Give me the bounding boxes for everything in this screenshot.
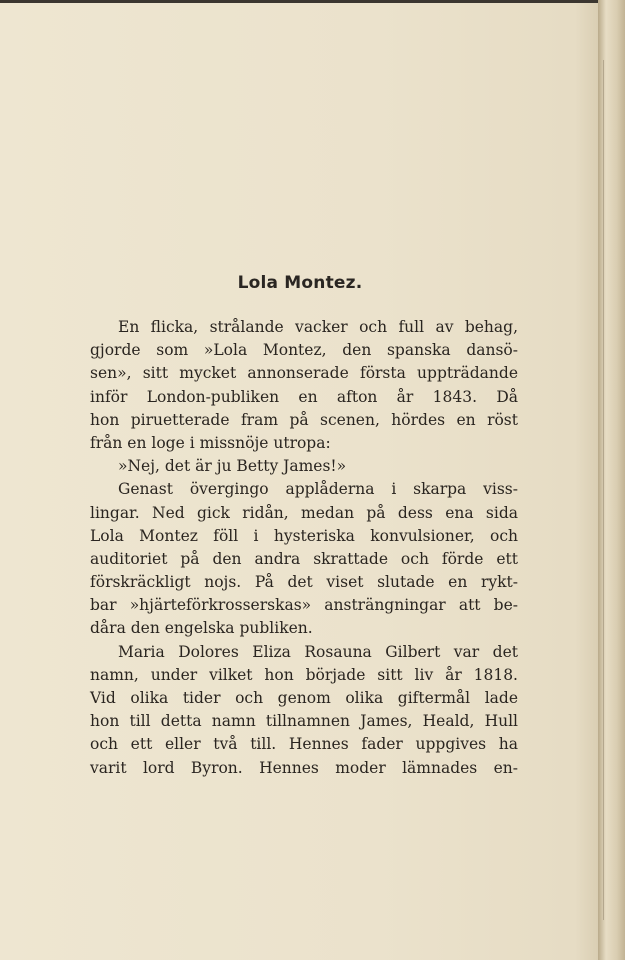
- text-line: namn, under vilket hon började sitt liv år 1818.: [90, 665, 518, 684]
- text-line: från en loge i missnöje utropa:: [90, 433, 331, 452]
- text-line: gjorde som »Lola Montez, den spanska dansö-: [90, 341, 518, 360]
- text-line: auditoriet på den andra skrattade och förde ett: [90, 549, 518, 568]
- text-line: Maria Dolores Eliza Rosauna Gilbert var det: [118, 642, 518, 661]
- text-line: förskräckligt nojs. På det viset slutade en rykt-: [90, 573, 518, 592]
- text-line: bar »hjärteförkrosserskas» ansträngningar att be-: [90, 596, 518, 615]
- body-text: [90, 316, 518, 780]
- text-line: Genast övergingo applåderna i skarpa viss-: [118, 480, 518, 499]
- chapter-title: Lola Montez.: [237, 273, 363, 293]
- text-line: dåra den engelska publiken.: [90, 619, 313, 638]
- text-line: inför London-publiken en afton år 1843. Då: [90, 387, 518, 406]
- text-line: varit lord Byron. Hennes moder lämnades en-: [90, 758, 518, 777]
- text-line: lingar. Ned gick ridån, medan på dess ena sida: [90, 503, 518, 522]
- page-top-edge: [0, 0, 600, 3]
- text-line: sen», sitt mycket annonserade första uppträdande: [90, 364, 518, 383]
- text-line: hon till detta namn tillnamnen James, Heald, Hull: [90, 712, 518, 731]
- spine-crease: [603, 60, 604, 920]
- text-line: En flicka, strålande vacker och full av behag,: [118, 318, 518, 336]
- text-line: hon piruetterade fram på scenen, hördes en röst: [90, 410, 518, 429]
- text-line: och ett eller två till. Hennes fader uppgives ha: [90, 735, 518, 754]
- text-line: Lola Montez föll i hysteriska konvulsioner, och: [90, 526, 518, 545]
- text-line: »Nej, det är ju Betty James!»: [118, 457, 347, 476]
- text-line: Vid olika tider och genom olika giftermål lade: [90, 689, 518, 707]
